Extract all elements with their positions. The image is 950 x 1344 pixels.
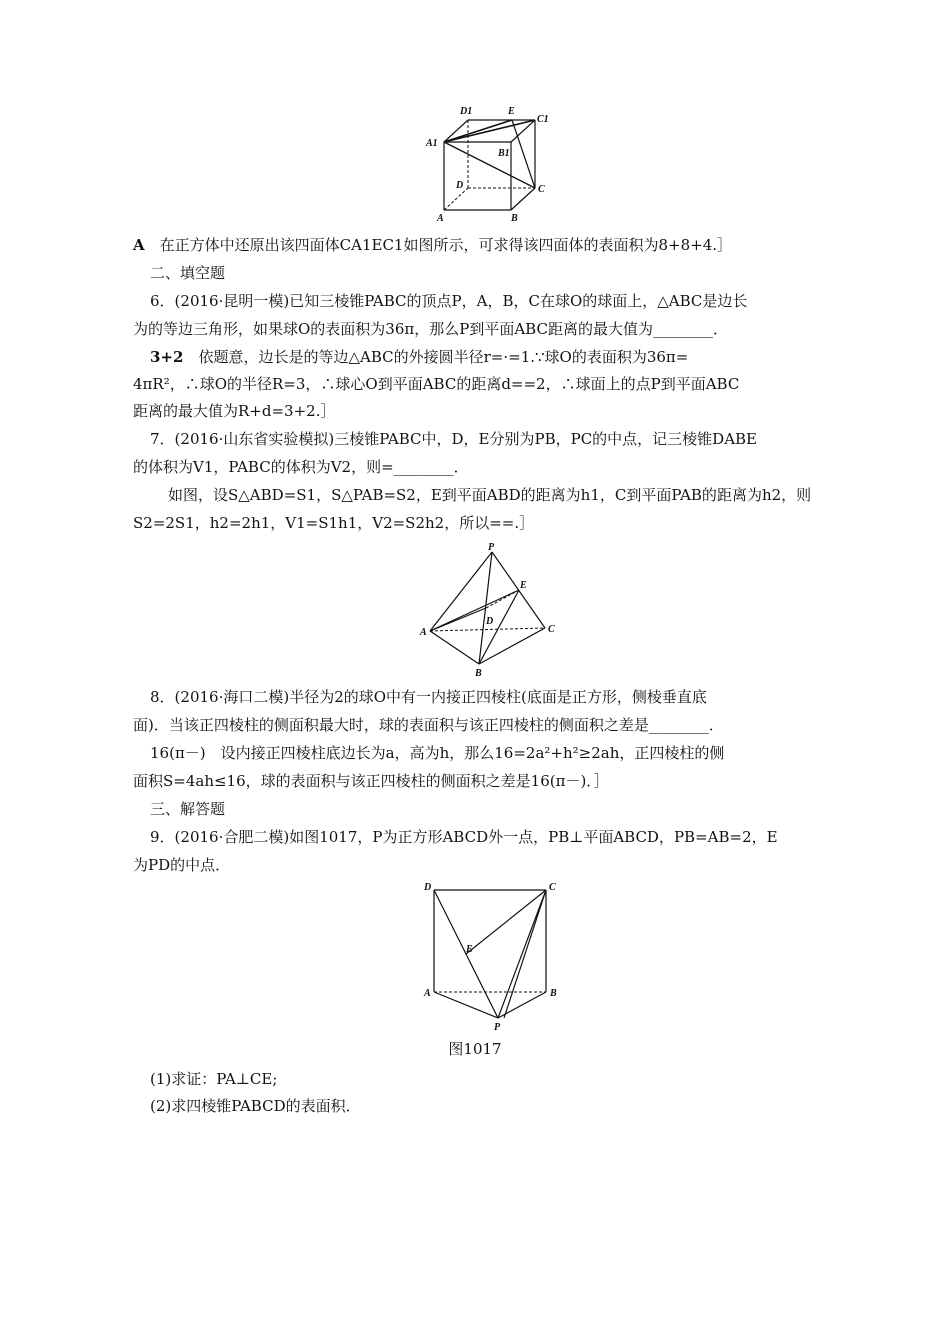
label-e: E — [466, 944, 473, 955]
q6-answer-line1 — [150, 346, 840, 368]
q8-answer-line1: 16(π－) 设内接正四棱柱底边长为a，高为h，那么16=2a²+h²≥2ah，正四棱柱的侧 — [150, 744, 725, 762]
label-d: D — [424, 882, 432, 893]
label-b: B — [550, 988, 557, 999]
label-p: P — [488, 542, 495, 553]
q9-line2: 为PD的中点． — [133, 856, 231, 874]
edge-a1-e — [444, 120, 512, 142]
edge-a1-c1 — [444, 120, 535, 142]
label-p: P — [494, 1022, 501, 1033]
label-b: B — [511, 213, 518, 224]
label-a: A — [437, 213, 444, 224]
edge-a-e — [430, 590, 519, 631]
tetrahedron-figure — [412, 540, 572, 680]
label-d: D — [486, 616, 494, 627]
edge-a-b — [430, 631, 479, 664]
label-a: A — [420, 627, 427, 638]
q6-answer-line3: 距离的最大值为R+d=3+2.］ — [133, 402, 336, 420]
p1-text: 在正方体中还原出该四面体CA1EC1如图所示，可求得该四面体的表面积为8+8+4.］ — [159, 236, 733, 254]
label-c: C — [549, 882, 556, 893]
label-c: C — [548, 624, 555, 635]
p1-line — [133, 234, 823, 256]
q8-line1: 8．(2016·海口二模)半径为2的球O中有一内接正四棱柱(底面是正方形，侧棱垂直底 — [150, 688, 707, 706]
edge-b-c — [511, 188, 535, 210]
q8-answer-line2: 面积S=4ah≤16，球的表面积与该正四棱柱的侧面积之差是16(π－)．］ — [133, 772, 609, 790]
q9-line1: 9．(2016·合肥二模)如图1017，P为正方形ABCD外一点，PB⊥平面ABCD，PB=AB=2，E — [150, 828, 778, 846]
edge-c-p2 — [504, 890, 546, 1018]
figure-caption: 图1017 — [448, 1040, 502, 1058]
label-a: A — [424, 988, 431, 999]
q9-part2: (2)求四棱锥PABCD的表面积． — [150, 1097, 361, 1115]
cube-figure — [420, 100, 560, 225]
label-e: E — [508, 106, 515, 117]
edge-a-p — [434, 992, 498, 1018]
label-e: E — [520, 580, 527, 591]
label-d: D — [456, 180, 464, 191]
q8-line2: 面)．当该正四棱柱的侧面积最大时，球的表面积与该正四棱柱的侧面积之差是________． — [133, 716, 724, 734]
q7-line1: 7．(2016·山东省实验模拟)三棱锥PABC中，D，E分别为PB，PC的中点，记三棱锥DABE — [150, 430, 758, 448]
q6-line1: 6．(2016·昆明一模)已知三棱锥PABC的顶点P，A，B，C在球O的球面上，△ABC是边长 — [150, 292, 748, 310]
q6-answer-value: 3+2 — [150, 348, 184, 366]
label-c1: C1 — [537, 114, 549, 125]
q6-answer-text: 依题意，边长是的等边△ABC的外接圆半径r=·=1.∵球O的表面积为36π= — [198, 348, 689, 366]
q6-line2: 为的等边三角形，如果球O的表面积为36π，那么P到平面ABC距离的最大值为________． — [133, 320, 728, 338]
q6-answer-line2: 4πR²，∴球O的半径R=3，∴球心O到平面ABC的距离d==2，∴球面上的点P到平面ABC — [133, 375, 740, 393]
q7-answer-line1: 如图，设S△ABD=S1，S△PAB=S2，E到平面ABD的距离为h1，C到平面PAB的距离为h2，则 — [168, 486, 812, 504]
edge-p-a — [430, 552, 492, 631]
section-3-heading: 三、解答题 — [150, 800, 226, 818]
q7-line2: 的体积为V1，PABC的体积为V2，则=________． — [133, 458, 469, 476]
pyramid-figure — [418, 878, 568, 1038]
edge-a-c — [430, 628, 545, 631]
label-b: B — [475, 668, 482, 679]
q9-part1: (1)求证：PA⊥CE; — [150, 1070, 278, 1088]
label-a1: A1 — [426, 138, 438, 149]
p1-answer: A — [133, 236, 145, 254]
label-c: C — [538, 184, 545, 195]
label-d1: D1 — [460, 106, 473, 117]
section-2-heading: 二、填空题 — [150, 264, 226, 282]
label-b1: B1 — [498, 148, 510, 159]
q7-answer-line2: S2=2S1，h2=2h1，V1=S1h1，V2=S2h2，所以==.］ — [133, 514, 535, 532]
edge-a-d — [444, 188, 468, 210]
